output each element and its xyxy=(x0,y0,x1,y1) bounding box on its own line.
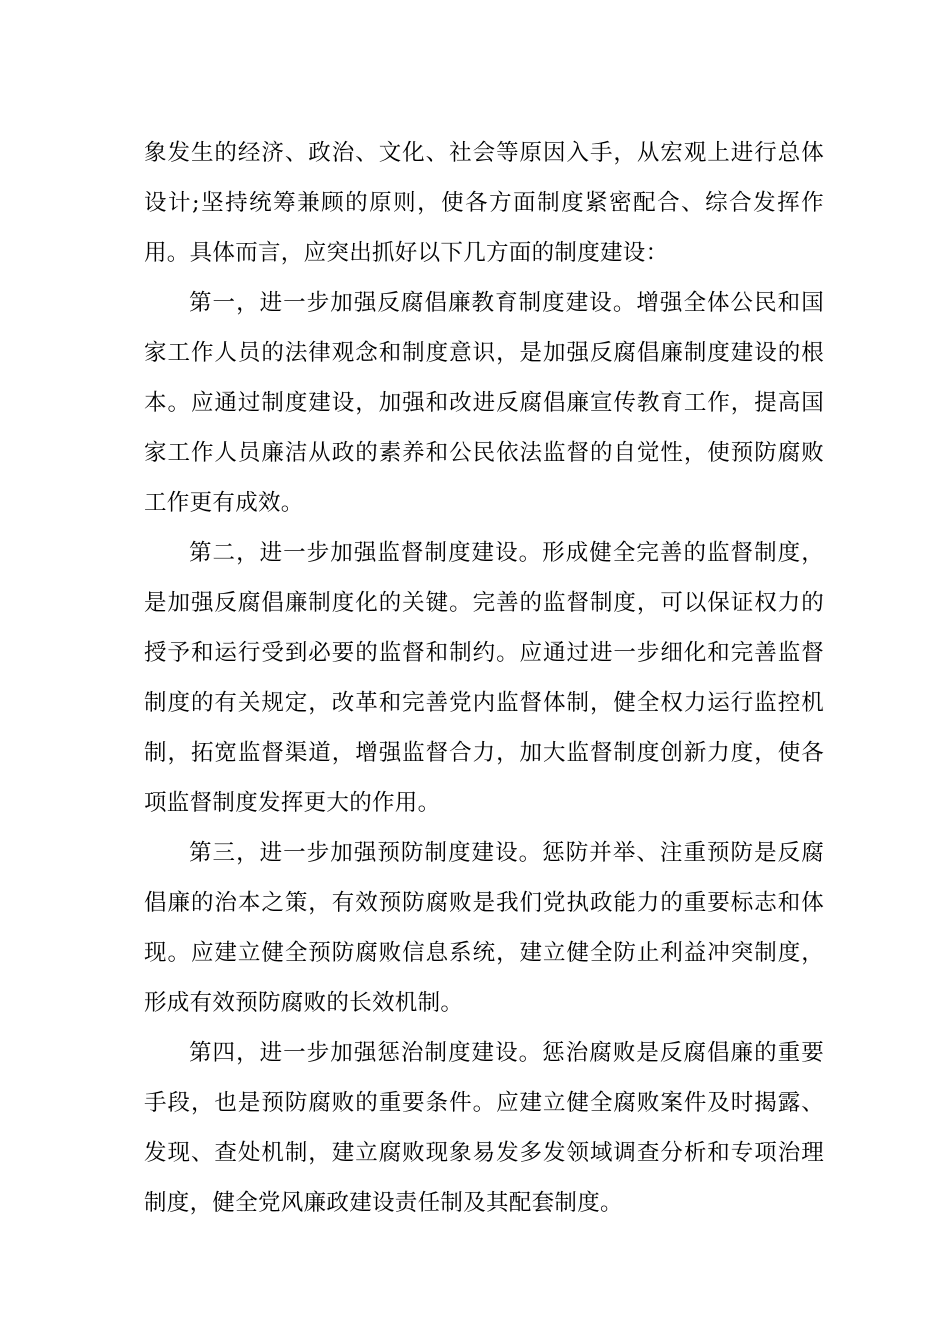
paragraph-prevention-system: 第三，进一步加强预防制度建设。惩防并举、注重预防是反腐倡廉的治本之策，有效预防腐败是我们党执政能力的重要标志和体现。应建立健全预防腐败信息系统，建立健全防止利益冲突制度，形成有效预防腐败的长效机制。 xyxy=(144,840,824,1016)
paragraph-punishment-system: 第四，进一步加强惩治制度建设。惩治腐败是反腐倡廉的重要手段，也是预防腐败的重要条件。应建立健全腐败案件及时揭露、发现、查处机制，建立腐败现象易发多发领域调查分析和专项治理制度，健全党风廉政建设责任制及其配套制度。 xyxy=(144,1040,824,1216)
paragraph-education-system: 第一，进一步加强反腐倡廉教育制度建设。增强全体公民和国家工作人员的法律观念和制度意识，是加强反腐倡廉制度建设的根本。应通过制度建设，加强和改进反腐倡廉宣传教育工作，提高国家工作人员廉洁从政的素养和公民依法监督的自觉性，使预防腐败工作更有成效。 xyxy=(144,290,824,516)
paragraph-supervision-system: 第二，进一步加强监督制度建设。形成健全完善的监督制度，是加强反腐倡廉制度化的关键。完善的监督制度，可以保证权力的授予和运行受到必要的监督和制约。应通过进一步细化和完善监督制度的有关规定，改革和完善党内监督体制，健全权力运行监控机制，拓宽监督渠道，增强监督合力，加大监督制度创新力度，使各项监督制度发挥更大的作用。 xyxy=(144,540,824,816)
document-body xyxy=(144,128,824,1228)
paragraph-continuation: 象发生的经济、政治、文化、社会等原因入手，从宏观上进行总体设计;坚持统筹兼顾的原则，使各方面制度紧密配合、综合发挥作用。具体而言，应突出抓好以下几方面的制度建设： xyxy=(144,140,824,266)
